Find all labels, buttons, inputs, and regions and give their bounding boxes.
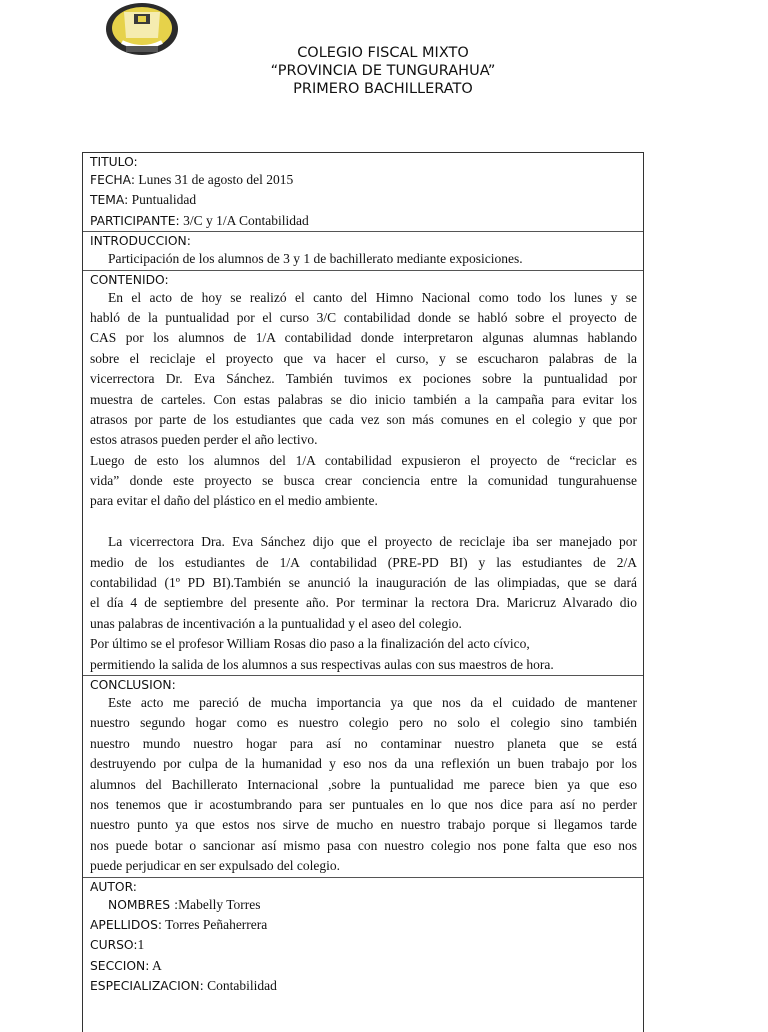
conclusion-line: puede perjudicar en ser expulsado del colegio.: [90, 858, 341, 874]
titulo-row: TITULO:: [90, 155, 138, 169]
contenido-line: atrasos por parte de los estudiantes que cada vez son más comunes en el colegio y que por: [90, 411, 637, 427]
contenido-line: habló de la puntualidad por el curso 3/C contabilidad donde se habló sobre el proyecto de: [90, 309, 637, 325]
introduccion-label: INTRODUCCION:: [90, 234, 191, 249]
school-name: COLEGIO FISCAL MIXTO: [297, 45, 469, 61]
contenido-line: para evitar el daño del plástico en el medio ambiente.: [90, 493, 378, 509]
conclusion-line: destruyendo por culpa de la humanidad y eso nos da una reflexión un buen trabajo por los: [90, 756, 637, 772]
document-header: [0, 44, 768, 98]
contenido-line: sobre el reciclaje el proyecto que va hacer el curso, y se escucharon palabras de la: [90, 350, 637, 366]
contenido-line: CAS por los alumnos de 1/A contabilidad donde interpretaron algunas alumnas hablando: [90, 330, 637, 346]
conclusion-label: CONCLUSION:: [90, 677, 176, 692]
contenido-line: estos atrasos pueden perder el año lectivo.: [90, 432, 318, 448]
autor-label: AUTOR:: [90, 879, 137, 894]
fecha-row: FECHA: Lunes 31 de agosto del 2015: [90, 172, 294, 187]
seccion-row: SECCION: A: [90, 957, 162, 973]
conclusion-line: nuestro segundo hogar como es nuestro colegio pero no solo el colegio sino también: [90, 715, 637, 731]
contenido-line: Por último se el profesor William Rosas dio paso a la finalización del acto cívico,: [90, 636, 530, 652]
conclusion-line: nuestro punto ya que estos nos sirve de mucho en nuestro trabajo porque si llegamos tarde: [90, 817, 637, 833]
conclusion-line: nuestro mundo nuestro hogar para así no contaminar nuestro planeta que se está: [90, 735, 637, 751]
conclusion-section: [83, 676, 643, 878]
grade-level: PRIMERO BACHILLERATO: [293, 81, 473, 97]
contenido-line: muestra de carteles. Con estas palabras se dio inicio también a la campaña para evitar los: [90, 391, 637, 407]
contenido-blank-line: [83, 512, 643, 532]
especializacion-row: ESPECIALIZACION: Contabilidad: [90, 978, 277, 994]
nombres-row: NOMBRES :Mabelly Torres: [108, 896, 261, 912]
contenido-label: CONTENIDO:: [90, 272, 169, 287]
conclusion-line: Este acto me pareció de mucha importancia ya que nos da el cuidado de mantener: [108, 694, 637, 710]
introduccion-section: [83, 232, 643, 270]
conclusion-line: alumnos del Bachillerato Internacional ,sobre la puntualidad me parece bien ya que eso: [90, 776, 637, 792]
contenido-line: vida” donde este proyecto se busca crear conciencia entre la comunidad tungurahuense: [90, 473, 637, 489]
contenido-line: contabilidad (1º PD BI).También se anunció la inauguración de las olimpiadas, que se dará: [90, 575, 637, 591]
apellidos-row: APELLIDOS: Torres Peñaherrera: [90, 916, 268, 932]
contenido-line: el día 4 de septiembre del presente año. Por terminar la rectora Dra. Maricruz Alvarado dio: [90, 595, 637, 611]
province-name: “PROVINCIA DE TUNGURAHUA”: [270, 63, 496, 79]
report-table: [82, 152, 644, 1032]
info-section: [83, 153, 643, 232]
participante-row: PARTICIPANTE: 3/C y 1/A Contabilidad: [90, 212, 309, 228]
autor-section: [83, 878, 643, 997]
contenido-line: En el acto de hoy se realizó el canto del Himno Nacional como todo los lunes y se: [108, 289, 637, 305]
introduccion-text: Participación de los alumnos de 3 y 1 de bachillerato mediante exposiciones.: [108, 251, 523, 267]
curso-row: CURSO:1: [90, 937, 145, 953]
contenido-line: La vicerrectora Dra. Eva Sánchez dijo que el proyecto de reciclaje iba ser manejado por: [108, 534, 637, 550]
tema-row: TEMA: Puntualidad: [90, 192, 197, 208]
contenido-line: unas palabras de incentivación a la puntualidad y el aseo del colegio.: [90, 615, 462, 631]
contenido-line: vicerrectora Dr. Eva Sánchez. También tuvimos ex pociones sobre la puntualidad por: [90, 371, 637, 387]
conclusion-line: nos tenemos que ir acostumbrando para ser puntuales en lo que nos dice para así no perder: [90, 796, 637, 812]
contenido-line: permitiendo la salida de los alumnos a sus respectivas aulas con sus maestros de hora.: [90, 656, 554, 672]
contenido-line: medio de los estudiantes de 1/A contabilidad (PRE-PD BI) y las estudiantes de 2/A: [90, 554, 637, 570]
contenido-section: [83, 271, 643, 676]
conclusion-line: nos puede botar o sancionar así mismo pasa con nuestro colegio nos pone falta que eso nos: [90, 837, 637, 853]
contenido-line: Luego de esto los alumnos del 1/A contabilidad expusieron el proyecto de “reciclar es: [90, 452, 637, 468]
